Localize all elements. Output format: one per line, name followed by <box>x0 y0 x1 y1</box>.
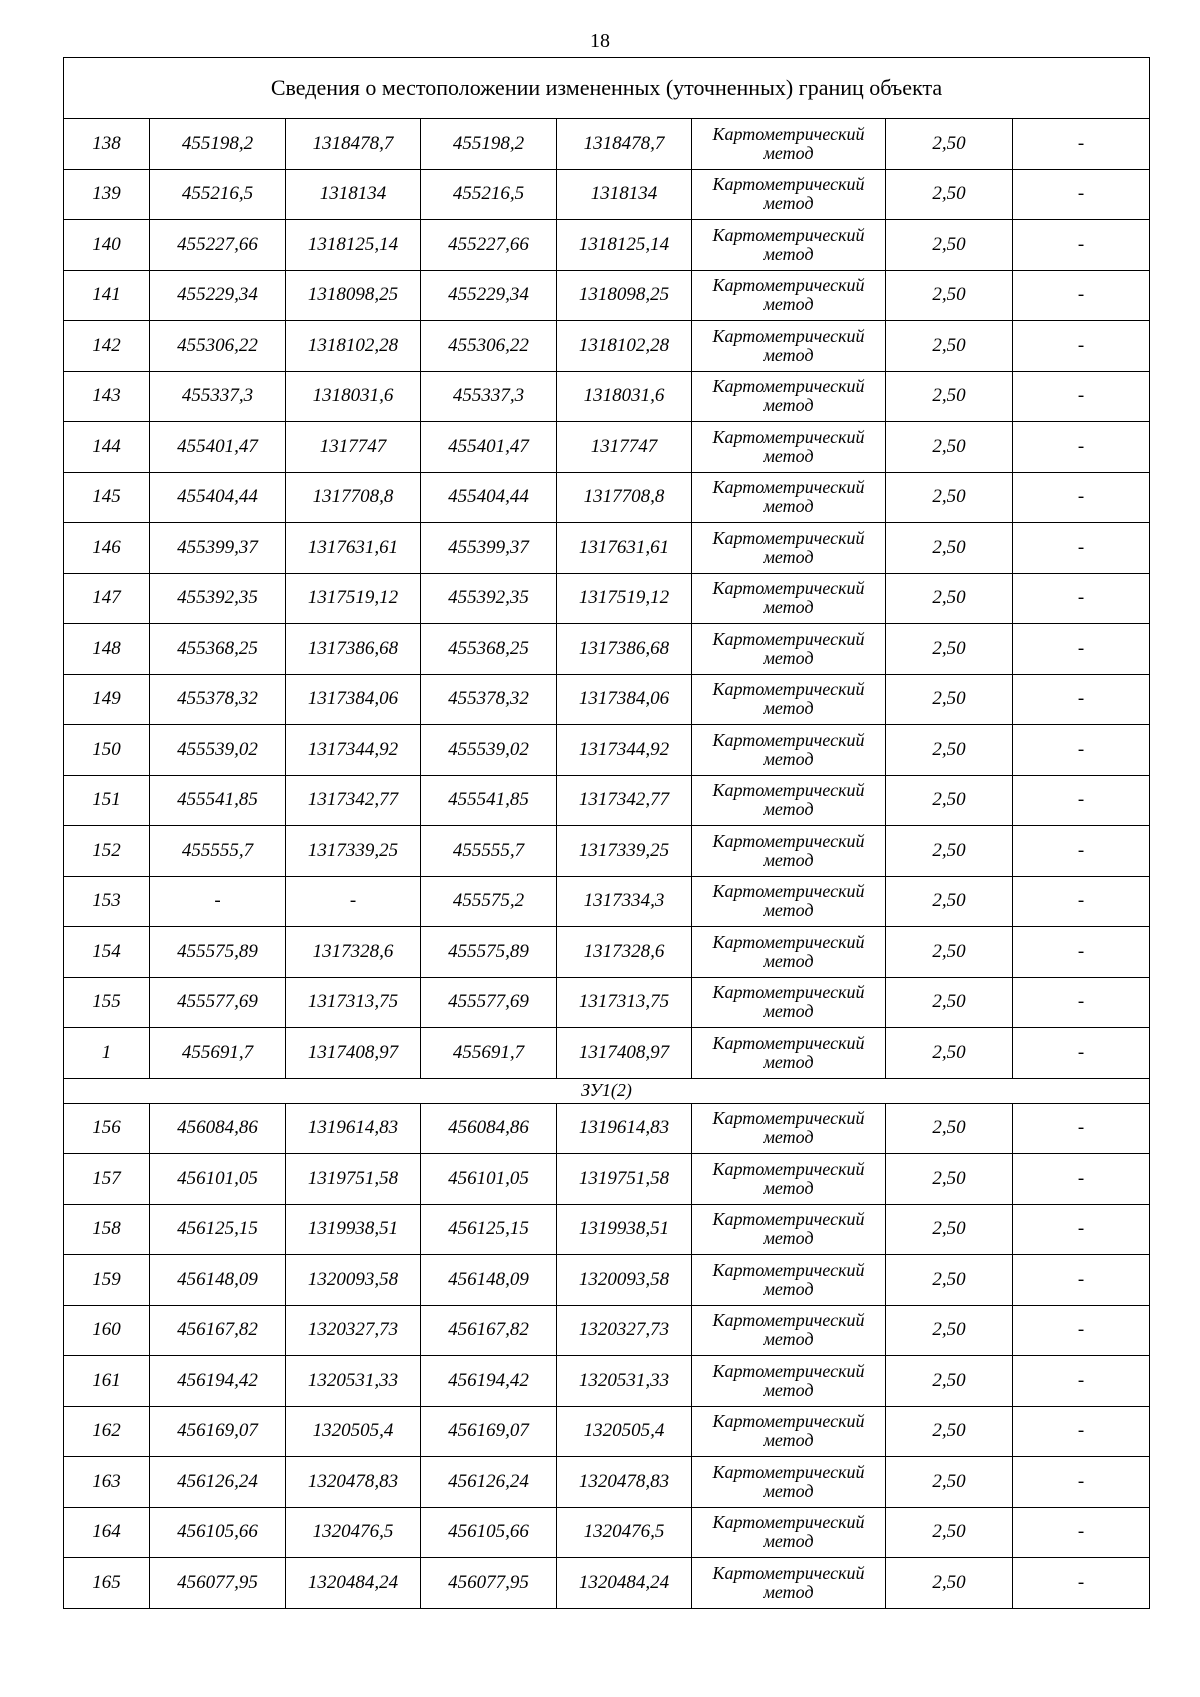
accuracy-cell: 2,50 <box>886 624 1013 675</box>
point-number-cell: 155 <box>64 977 150 1028</box>
point-number-cell: 139 <box>64 169 150 220</box>
old-y-cell: 1320093,58 <box>286 1255 421 1306</box>
table-title: Сведения о местоположении измененных (уточненных) границ объекта <box>64 58 1150 119</box>
new-x-cell: 455404,44 <box>421 472 557 523</box>
accuracy-cell: 2,50 <box>886 321 1013 372</box>
new-y-cell: 1318478,7 <box>557 119 692 170</box>
old-x-cell: 455404,44 <box>150 472 286 523</box>
old-x-cell: 456105,66 <box>150 1507 286 1558</box>
table-row <box>64 1028 1150 1079</box>
method-cell: Картометрический метод <box>692 1356 886 1407</box>
old-x-cell: 455541,85 <box>150 775 286 826</box>
new-x-cell: 455555,7 <box>421 826 557 877</box>
new-y-cell: 1318134 <box>557 169 692 220</box>
table-row <box>64 523 1150 574</box>
new-y-cell: 1318031,6 <box>557 371 692 422</box>
new-x-cell: 455368,25 <box>421 624 557 675</box>
method-cell: Картометрический метод <box>692 1255 886 1306</box>
table-row <box>64 472 1150 523</box>
method-cell: Картометрический метод <box>692 472 886 523</box>
table-row <box>64 1558 1150 1609</box>
new-y-cell: 1317408,97 <box>557 1028 692 1079</box>
method-cell: Картометрический метод <box>692 1558 886 1609</box>
accuracy-cell: 2,50 <box>886 119 1013 170</box>
old-y-cell: 1320478,83 <box>286 1457 421 1508</box>
point-number-cell: 163 <box>64 1457 150 1508</box>
point-number-cell: 141 <box>64 270 150 321</box>
table-row <box>64 270 1150 321</box>
description-cell: - <box>1013 876 1150 927</box>
description-cell: - <box>1013 1255 1150 1306</box>
method-cell: Картометрический метод <box>692 1507 886 1558</box>
new-y-cell: 1319751,58 <box>557 1154 692 1205</box>
method-cell: Картометрический метод <box>692 220 886 271</box>
description-cell: - <box>1013 573 1150 624</box>
old-x-cell: - <box>150 876 286 927</box>
table-row <box>64 169 1150 220</box>
point-number-cell: 152 <box>64 826 150 877</box>
accuracy-cell: 2,50 <box>886 1356 1013 1407</box>
accuracy-cell: 2,50 <box>886 775 1013 826</box>
new-x-cell: 456084,86 <box>421 1103 557 1154</box>
new-x-cell: 455229,34 <box>421 270 557 321</box>
accuracy-cell: 2,50 <box>886 573 1013 624</box>
method-cell: Картометрический метод <box>692 1103 886 1154</box>
old-y-cell: 1318478,7 <box>286 119 421 170</box>
old-x-cell: 456125,15 <box>150 1204 286 1255</box>
old-y-cell: 1320476,5 <box>286 1507 421 1558</box>
new-x-cell: 455306,22 <box>421 321 557 372</box>
old-y-cell: 1318125,14 <box>286 220 421 271</box>
description-cell: - <box>1013 674 1150 725</box>
description-cell: - <box>1013 371 1150 422</box>
method-cell: Картометрический метод <box>692 321 886 372</box>
new-y-cell: 1318098,25 <box>557 270 692 321</box>
old-x-cell: 456169,07 <box>150 1406 286 1457</box>
point-number-cell: 156 <box>64 1103 150 1154</box>
description-cell: - <box>1013 1507 1150 1558</box>
table-row <box>64 1103 1150 1154</box>
method-cell: Картометрический метод <box>692 725 886 776</box>
table-row <box>64 775 1150 826</box>
description-cell: - <box>1013 321 1150 372</box>
new-x-cell: 455337,3 <box>421 371 557 422</box>
old-y-cell: 1317631,61 <box>286 523 421 574</box>
new-x-cell: 456194,42 <box>421 1356 557 1407</box>
new-x-cell: 455539,02 <box>421 725 557 776</box>
description-cell: - <box>1013 1204 1150 1255</box>
method-cell: Картометрический метод <box>692 371 886 422</box>
new-y-cell: 1320478,83 <box>557 1457 692 1508</box>
point-number-cell: 148 <box>64 624 150 675</box>
description-cell: - <box>1013 1406 1150 1457</box>
page-number: 18 <box>590 30 610 52</box>
accuracy-cell: 2,50 <box>886 1255 1013 1306</box>
description-cell: - <box>1013 270 1150 321</box>
old-x-cell: 455577,69 <box>150 977 286 1028</box>
new-x-cell: 455378,32 <box>421 674 557 725</box>
description-cell: - <box>1013 422 1150 473</box>
old-y-cell: 1320531,33 <box>286 1356 421 1407</box>
point-number-cell: 162 <box>64 1406 150 1457</box>
old-x-cell: 456084,86 <box>150 1103 286 1154</box>
table-row <box>64 1457 1150 1508</box>
old-y-cell: - <box>286 876 421 927</box>
point-number-cell: 142 <box>64 321 150 372</box>
method-cell: Картометрический метод <box>692 169 886 220</box>
old-x-cell: 455198,2 <box>150 119 286 170</box>
new-x-cell: 456169,07 <box>421 1406 557 1457</box>
old-x-cell: 455227,66 <box>150 220 286 271</box>
description-cell: - <box>1013 1558 1150 1609</box>
new-x-cell: 456101,05 <box>421 1154 557 1205</box>
old-y-cell: 1318102,28 <box>286 321 421 372</box>
table-row <box>64 876 1150 927</box>
new-y-cell: 1318102,28 <box>557 321 692 372</box>
old-y-cell: 1317747 <box>286 422 421 473</box>
description-cell: - <box>1013 119 1150 170</box>
point-number-cell: 147 <box>64 573 150 624</box>
new-y-cell: 1320531,33 <box>557 1356 692 1407</box>
method-cell: Картометрический метод <box>692 1305 886 1356</box>
accuracy-cell: 2,50 <box>886 826 1013 877</box>
table-row <box>64 624 1150 675</box>
new-y-cell: 1320484,24 <box>557 1558 692 1609</box>
accuracy-cell: 2,50 <box>886 1406 1013 1457</box>
accuracy-cell: 2,50 <box>886 1204 1013 1255</box>
table-row <box>64 674 1150 725</box>
description-cell: - <box>1013 1028 1150 1079</box>
accuracy-cell: 2,50 <box>886 1103 1013 1154</box>
description-cell: - <box>1013 977 1150 1028</box>
description-cell: - <box>1013 523 1150 574</box>
method-cell: Картометрический метод <box>692 826 886 877</box>
description-cell: - <box>1013 220 1150 271</box>
method-cell: Картометрический метод <box>692 270 886 321</box>
table-row <box>64 422 1150 473</box>
new-y-cell: 1320476,5 <box>557 1507 692 1558</box>
method-cell: Картометрический метод <box>692 876 886 927</box>
point-number-cell: 144 <box>64 422 150 473</box>
table-row <box>64 1305 1150 1356</box>
point-number-cell: 149 <box>64 674 150 725</box>
new-y-cell: 1317344,92 <box>557 725 692 776</box>
new-y-cell: 1317708,8 <box>557 472 692 523</box>
description-cell: - <box>1013 725 1150 776</box>
accuracy-cell: 2,50 <box>886 270 1013 321</box>
old-y-cell: 1317408,97 <box>286 1028 421 1079</box>
old-y-cell: 1317708,8 <box>286 472 421 523</box>
table-row <box>64 725 1150 776</box>
old-y-cell: 1320327,73 <box>286 1305 421 1356</box>
old-x-cell: 455401,47 <box>150 422 286 473</box>
accuracy-cell: 2,50 <box>886 1558 1013 1609</box>
method-cell: Картометрический метод <box>692 1204 886 1255</box>
new-x-cell: 455577,69 <box>421 977 557 1028</box>
old-y-cell: 1318098,25 <box>286 270 421 321</box>
accuracy-cell: 2,50 <box>886 1457 1013 1508</box>
new-y-cell: 1317339,25 <box>557 826 692 877</box>
new-x-cell: 456125,15 <box>421 1204 557 1255</box>
description-cell: - <box>1013 826 1150 877</box>
new-y-cell: 1317328,6 <box>557 927 692 978</box>
old-y-cell: 1317344,92 <box>286 725 421 776</box>
old-x-cell: 455399,37 <box>150 523 286 574</box>
description-cell: - <box>1013 1305 1150 1356</box>
new-y-cell: 1320327,73 <box>557 1305 692 1356</box>
accuracy-cell: 2,50 <box>886 422 1013 473</box>
old-y-cell: 1318134 <box>286 169 421 220</box>
accuracy-cell: 2,50 <box>886 674 1013 725</box>
old-x-cell: 456101,05 <box>150 1154 286 1205</box>
method-cell: Картометрический метод <box>692 523 886 574</box>
old-y-cell: 1317386,68 <box>286 624 421 675</box>
old-x-cell: 455539,02 <box>150 725 286 776</box>
old-x-cell: 456077,95 <box>150 1558 286 1609</box>
accuracy-cell: 2,50 <box>886 977 1013 1028</box>
old-y-cell: 1317519,12 <box>286 573 421 624</box>
table-row <box>64 1154 1150 1205</box>
description-cell: - <box>1013 1154 1150 1205</box>
old-x-cell: 456126,24 <box>150 1457 286 1508</box>
table-row <box>64 927 1150 978</box>
old-y-cell: 1319614,83 <box>286 1103 421 1154</box>
new-y-cell: 1317631,61 <box>557 523 692 574</box>
point-number-cell: 145 <box>64 472 150 523</box>
new-x-cell: 455399,37 <box>421 523 557 574</box>
table-row <box>64 826 1150 877</box>
new-x-cell: 456077,95 <box>421 1558 557 1609</box>
old-y-cell: 1320484,24 <box>286 1558 421 1609</box>
point-number-cell: 154 <box>64 927 150 978</box>
point-number-cell: 150 <box>64 725 150 776</box>
table-row <box>64 220 1150 271</box>
description-cell: - <box>1013 775 1150 826</box>
accuracy-cell: 2,50 <box>886 371 1013 422</box>
accuracy-cell: 2,50 <box>886 472 1013 523</box>
method-cell: Картометрический метод <box>692 624 886 675</box>
table-title-row <box>64 58 1150 119</box>
old-y-cell: 1317342,77 <box>286 775 421 826</box>
new-x-cell: 455392,35 <box>421 573 557 624</box>
old-y-cell: 1320505,4 <box>286 1406 421 1457</box>
new-x-cell: 455575,89 <box>421 927 557 978</box>
table-row <box>64 1507 1150 1558</box>
new-y-cell: 1317386,68 <box>557 624 692 675</box>
method-cell: Картометрический метод <box>692 674 886 725</box>
accuracy-cell: 2,50 <box>886 220 1013 271</box>
point-number-cell: 157 <box>64 1154 150 1205</box>
table-row <box>64 573 1150 624</box>
new-y-cell: 1317519,12 <box>557 573 692 624</box>
new-y-cell: 1317747 <box>557 422 692 473</box>
description-cell: - <box>1013 927 1150 978</box>
new-y-cell: 1320093,58 <box>557 1255 692 1306</box>
old-y-cell: 1317384,06 <box>286 674 421 725</box>
new-x-cell: 456148,09 <box>421 1255 557 1306</box>
table-row <box>64 119 1150 170</box>
new-y-cell: 1318125,14 <box>557 220 692 271</box>
old-x-cell: 455691,7 <box>150 1028 286 1079</box>
old-y-cell: 1317313,75 <box>286 977 421 1028</box>
old-y-cell: 1319938,51 <box>286 1204 421 1255</box>
new-x-cell: 455691,7 <box>421 1028 557 1079</box>
old-x-cell: 456167,82 <box>150 1305 286 1356</box>
new-y-cell: 1317313,75 <box>557 977 692 1028</box>
old-x-cell: 455306,22 <box>150 321 286 372</box>
new-y-cell: 1317342,77 <box>557 775 692 826</box>
new-y-cell: 1320505,4 <box>557 1406 692 1457</box>
accuracy-cell: 2,50 <box>886 1305 1013 1356</box>
method-cell: Картометрический метод <box>692 775 886 826</box>
table-row <box>64 1204 1150 1255</box>
description-cell: - <box>1013 1103 1150 1154</box>
point-number-cell: 161 <box>64 1356 150 1407</box>
method-cell: Картометрический метод <box>692 422 886 473</box>
new-x-cell: 455401,47 <box>421 422 557 473</box>
accuracy-cell: 2,50 <box>886 1507 1013 1558</box>
point-number-cell: 160 <box>64 1305 150 1356</box>
description-cell: - <box>1013 1457 1150 1508</box>
method-cell: Картометрический метод <box>692 1406 886 1457</box>
point-number-cell: 165 <box>64 1558 150 1609</box>
method-cell: Картометрический метод <box>692 119 886 170</box>
old-y-cell: 1317339,25 <box>286 826 421 877</box>
new-x-cell: 455198,2 <box>421 119 557 170</box>
method-cell: Картометрический метод <box>692 977 886 1028</box>
new-x-cell: 455575,2 <box>421 876 557 927</box>
old-x-cell: 456148,09 <box>150 1255 286 1306</box>
point-number-cell: 146 <box>64 523 150 574</box>
old-y-cell: 1318031,6 <box>286 371 421 422</box>
method-cell: Картометрический метод <box>692 1154 886 1205</box>
description-cell: - <box>1013 624 1150 675</box>
new-y-cell: 1317384,06 <box>557 674 692 725</box>
old-x-cell: 455229,34 <box>150 270 286 321</box>
point-number-cell: 1 <box>64 1028 150 1079</box>
new-x-cell: 456105,66 <box>421 1507 557 1558</box>
point-number-cell: 138 <box>64 119 150 170</box>
new-x-cell: 456126,24 <box>421 1457 557 1508</box>
old-x-cell: 455216,5 <box>150 169 286 220</box>
accuracy-cell: 2,50 <box>886 725 1013 776</box>
method-cell: Картометрический метод <box>692 927 886 978</box>
new-x-cell: 455541,85 <box>421 775 557 826</box>
table-row <box>64 1356 1150 1407</box>
method-cell: Картометрический метод <box>692 573 886 624</box>
point-number-cell: 164 <box>64 1507 150 1558</box>
method-cell: Картометрический метод <box>692 1457 886 1508</box>
old-x-cell: 455575,89 <box>150 927 286 978</box>
table-row <box>64 371 1150 422</box>
accuracy-cell: 2,50 <box>886 169 1013 220</box>
accuracy-cell: 2,50 <box>886 927 1013 978</box>
new-x-cell: 455227,66 <box>421 220 557 271</box>
boundary-coordinates-table <box>63 57 1150 1609</box>
point-number-cell: 151 <box>64 775 150 826</box>
point-number-cell: 158 <box>64 1204 150 1255</box>
old-x-cell: 455378,32 <box>150 674 286 725</box>
accuracy-cell: 2,50 <box>886 523 1013 574</box>
old-x-cell: 455337,3 <box>150 371 286 422</box>
old-x-cell: 455555,7 <box>150 826 286 877</box>
new-x-cell: 456167,82 <box>421 1305 557 1356</box>
description-cell: - <box>1013 1356 1150 1407</box>
point-number-cell: 143 <box>64 371 150 422</box>
point-number-cell: 153 <box>64 876 150 927</box>
old-x-cell: 456194,42 <box>150 1356 286 1407</box>
new-y-cell: 1319938,51 <box>557 1204 692 1255</box>
old-y-cell: 1319751,58 <box>286 1154 421 1205</box>
table-row <box>64 321 1150 372</box>
accuracy-cell: 2,50 <box>886 876 1013 927</box>
table-row <box>64 1255 1150 1306</box>
new-x-cell: 455216,5 <box>421 169 557 220</box>
description-cell: - <box>1013 472 1150 523</box>
new-y-cell: 1317334,3 <box>557 876 692 927</box>
section-label: ЗУ1(2) <box>64 1078 1150 1103</box>
table-row <box>64 977 1150 1028</box>
table-row <box>64 1406 1150 1457</box>
point-number-cell: 159 <box>64 1255 150 1306</box>
new-y-cell: 1319614,83 <box>557 1103 692 1154</box>
section-header-row <box>64 1078 1150 1103</box>
point-number-cell: 140 <box>64 220 150 271</box>
old-x-cell: 455392,35 <box>150 573 286 624</box>
method-cell: Картометрический метод <box>692 1028 886 1079</box>
accuracy-cell: 2,50 <box>886 1154 1013 1205</box>
old-x-cell: 455368,25 <box>150 624 286 675</box>
accuracy-cell: 2,50 <box>886 1028 1013 1079</box>
description-cell: - <box>1013 169 1150 220</box>
old-y-cell: 1317328,6 <box>286 927 421 978</box>
